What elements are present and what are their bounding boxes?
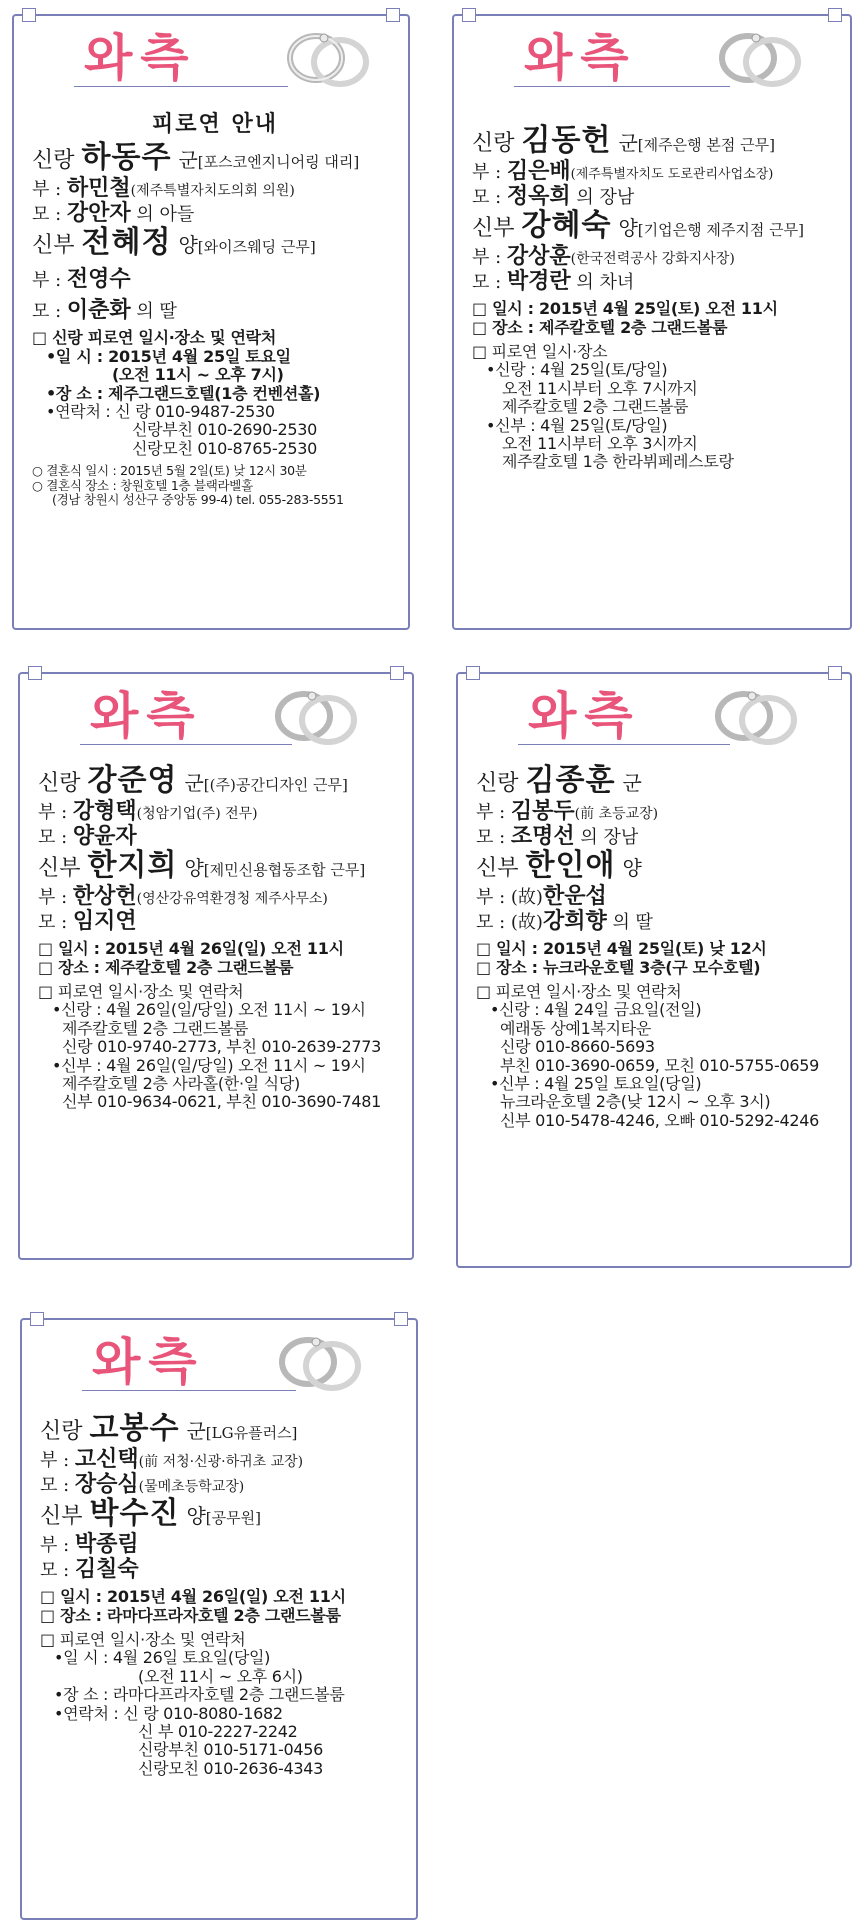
- mother-label: 모 :: [38, 911, 73, 933]
- notice-title: 피로연 안내: [152, 112, 278, 137]
- card-header: [22, 1320, 416, 1398]
- reception-item: 오전 11시부터 오후 7시까지: [502, 378, 698, 398]
- groom-line: [32, 141, 398, 176]
- reception-heading: □ 피로연 일시·장소 및 연락처: [40, 1629, 246, 1649]
- groom-name: 고봉수: [89, 1411, 180, 1446]
- wedding-note: (경남 창원시 성산구 중앙동 99-4) tel. 055-283-5551: [52, 491, 344, 507]
- ceremony-place: □ 장소 : 뉴크라운호텔 3층(구 모수호텔): [476, 957, 761, 977]
- groom-line: [476, 764, 840, 799]
- announcement-card-3: [18, 672, 414, 1260]
- bride-suffix: 양: [622, 856, 642, 881]
- bride-father-line: [40, 1532, 406, 1557]
- card-body: [40, 1412, 406, 1778]
- reception-item: •신랑 : 4월 25일(토/당일): [486, 360, 668, 380]
- bride-mother-name: 강희향: [542, 907, 607, 934]
- bride-affiliation: [기업은행 제주지점 근무]: [637, 221, 804, 240]
- groom-mother-line: [40, 1472, 406, 1497]
- groom-father-title: (청암기업(주) 전무): [136, 805, 258, 822]
- bride-label: 신부: [40, 1504, 83, 1530]
- groom-mother-name: 양윤자: [72, 822, 137, 849]
- bride-affiliation: [와이즈웨딩 근무]: [197, 238, 316, 257]
- info-contact: 신랑부친 010-2690-2530: [132, 420, 318, 440]
- ceremony-date: □ 일시 : 2015년 4월 25일(토) 오전 11시: [472, 299, 778, 319]
- reception-item: 제주칼호텔 2층 그랜드볼룸: [62, 1018, 249, 1038]
- ceremony-date: □ 일시 : 2015년 4월 26일(일) 오전 11시: [38, 939, 344, 959]
- groom-father-line: [472, 159, 840, 184]
- wedding-note: ○ 결혼식 일시 : 2015년 5월 2일(토) 낮 12시 30분: [32, 463, 307, 479]
- headline: 와측: [524, 29, 637, 87]
- card-body: [38, 764, 402, 1112]
- groom-suffix: 군: [178, 148, 198, 173]
- bride-line: [476, 849, 840, 884]
- father-label: 부 :: [32, 269, 67, 291]
- groom-mother-line: [38, 824, 402, 849]
- bride-line: [40, 1497, 406, 1532]
- bride-father-line: [472, 244, 840, 269]
- mother-label: 모 :: [32, 204, 67, 226]
- ceremony-date: □ 일시 : 2015년 4월 26일(일) 오전 11시: [40, 1587, 346, 1607]
- groom-line: [40, 1412, 406, 1447]
- reception-item: 신랑 010-8660-5693: [500, 1037, 655, 1057]
- reception-item: •일 시 : 4월 26일 토요일(당일): [54, 1648, 271, 1668]
- bride-line: [38, 849, 402, 884]
- groom-label: 신랑: [472, 131, 515, 156]
- bride-affiliation: [제민신용협동조합 근무]: [203, 861, 366, 880]
- groom-mother-name: 정옥희: [506, 182, 571, 209]
- bride-line: [472, 209, 840, 244]
- card-header: [458, 674, 850, 752]
- reception-item: •신부 : 4월 25일 토요일(당일): [490, 1073, 702, 1093]
- card-header: [454, 16, 850, 94]
- card-header: [20, 674, 412, 752]
- ceremony-place: □ 장소 : 라마다프라자호텔 2층 그랜드볼룸: [40, 1605, 341, 1625]
- ceremony-date: □ 일시 : 2015년 4월 25일(토) 낮 12시: [476, 939, 767, 959]
- bride-mother-name: 김칠숙: [74, 1555, 139, 1582]
- reception-item: 오전 11시부터 오후 3시까지: [502, 433, 698, 453]
- groom-mother-line: [476, 824, 840, 849]
- groom-father-name: 강형택: [72, 797, 137, 824]
- bride-mother-name: 임지연: [72, 907, 137, 934]
- father-label: 부 :: [476, 801, 511, 823]
- groom-father-name: 고신택: [74, 1445, 139, 1472]
- groom-label: 신랑: [32, 148, 75, 174]
- bride-father-line: [476, 884, 840, 909]
- father-label: 부 :: [40, 1534, 75, 1556]
- groom-line: [472, 124, 840, 159]
- bride-name: 한인애: [525, 848, 616, 884]
- info-heading: □ 신랑 피로연 일시·장소 및 연락처: [32, 328, 276, 348]
- relation: 의 차녀: [570, 271, 635, 293]
- mother-label: 모 :: [472, 186, 507, 208]
- reception-heading: □ 피로연 일시·장소: [472, 341, 608, 361]
- father-label: 부 : (故): [476, 886, 543, 908]
- reception-item: •신부 : 4월 25일(토/당일): [486, 415, 668, 435]
- wedding-note: ○ 결혼식 장소 : 창원호텔 1층 블랙라벨홀: [32, 477, 253, 493]
- groom-label: 신랑: [476, 771, 519, 796]
- father-label: 부 :: [38, 801, 73, 823]
- mother-label: 모 :: [32, 301, 67, 323]
- reception-item: 제주칼호텔 2층 사라홀(한·일 식당): [62, 1073, 300, 1093]
- groom-father-title: (제주특별자치도의회 의원): [130, 182, 295, 199]
- groom-line: [38, 764, 402, 799]
- bride-suffix: 양: [184, 856, 204, 881]
- groom-name: 김동헌: [521, 123, 612, 158]
- groom-father-title: (제주특별자치도 도로관리사업소장): [570, 166, 774, 182]
- father-label: 부 :: [472, 161, 507, 183]
- groom-suffix: 군: [186, 1419, 206, 1443]
- card-body: [472, 124, 840, 472]
- announcement-card-1: [12, 14, 410, 630]
- bride-father-name: 전영수: [66, 265, 131, 292]
- card-header: [14, 16, 408, 94]
- bride-line: [32, 226, 398, 261]
- reception-item: 신랑모친 010-2636-4343: [138, 1758, 324, 1778]
- father-label: 부 :: [32, 178, 67, 200]
- reception-item: •장 소 : 라마다프라자호텔 2층 그랜드볼룸: [54, 1685, 345, 1705]
- groom-mother-name: 장승심: [74, 1470, 139, 1497]
- bride-label: 신부: [476, 856, 519, 882]
- relation: 의 딸: [606, 911, 653, 933]
- relation: 의 장남: [574, 826, 639, 848]
- header-rule: [80, 744, 292, 745]
- reception-heading: □ 피로연 일시·장소 및 연락처: [476, 981, 682, 1001]
- bride-father-line: [38, 884, 402, 909]
- groom-mother-title: (물메초등학교장): [138, 1478, 245, 1495]
- father-label: 부 :: [38, 886, 73, 908]
- reception-item: 제주칼호텔 1층 한라뷔페레스토랑: [502, 452, 734, 472]
- bride-suffix: 양: [618, 216, 638, 241]
- bride-mother-name: 박경란: [506, 267, 571, 294]
- mother-label: 모 : (故): [476, 911, 543, 933]
- bride-name: 전혜정: [81, 225, 172, 261]
- mother-label: 모 :: [40, 1559, 75, 1581]
- groom-suffix: 군: [618, 131, 638, 155]
- groom-father-name: 김은배: [506, 157, 571, 184]
- groom-name: 김종훈: [525, 763, 616, 798]
- mother-label: 모 :: [472, 271, 507, 293]
- card-body: [476, 764, 840, 1130]
- relation: 의 장남: [570, 186, 635, 208]
- bride-mother-line: [476, 909, 840, 934]
- reception-item: 신부 010-5478-4246, 오빠 010-5292-4246: [500, 1110, 820, 1130]
- reception-item: •연락처 : 신 랑 010-8080-1682: [54, 1703, 283, 1723]
- announcement-card-2: [452, 14, 852, 630]
- groom-mother-line: [32, 201, 398, 226]
- reception-item: 부친 010-3690-0659, 모친 010-5755-0659: [500, 1055, 820, 1075]
- groom-father-line: [476, 799, 840, 824]
- bride-mother-line: [472, 269, 840, 294]
- mother-label: 모 :: [476, 826, 511, 848]
- bride-father-name: 한상헌: [72, 882, 137, 909]
- bride-mother-line: [38, 909, 402, 934]
- groom-suffix: 군: [622, 771, 642, 795]
- info-date: •일 시 : 2015년 4월 25일 토요일: [46, 346, 291, 366]
- bride-mother-line: [32, 298, 398, 323]
- groom-father-line: [32, 176, 398, 201]
- groom-name: 강준영: [87, 763, 178, 798]
- reception-item: (오전 11시 ~ 오후 6시): [138, 1666, 303, 1686]
- info-time: (오전 11시 ~ 오후 7시): [112, 365, 284, 385]
- father-label: 부 :: [40, 1449, 75, 1471]
- bride-father-title: (한국전력공사 강화지사장): [570, 250, 735, 267]
- groom-mother-name: 강안자: [66, 200, 131, 227]
- relation: 의 딸: [130, 301, 177, 323]
- groom-father-title: (前 초등교장): [574, 805, 659, 822]
- groom-father-line: [40, 1447, 406, 1472]
- groom-name: 하동주: [81, 140, 172, 176]
- headline: 와측: [84, 29, 197, 87]
- bride-suffix: 양: [178, 233, 198, 258]
- groom-affiliation: [LG유플러스]: [205, 1424, 298, 1442]
- headline: 와측: [528, 687, 641, 745]
- reception-item: 신랑부친 010-5171-0456: [138, 1740, 324, 1760]
- mother-label: 모 :: [40, 1474, 75, 1496]
- ceremony-place: □ 장소 : 제주칼호텔 2층 그랜드볼룸: [472, 317, 728, 337]
- groom-mother-line: [472, 184, 840, 209]
- header-rule: [518, 744, 730, 745]
- bride-mother-name: 이춘화: [66, 297, 131, 324]
- wedding-rings-icon: [268, 680, 364, 750]
- relation: 의 아들: [130, 204, 195, 226]
- wedding-rings-icon: [712, 22, 808, 92]
- announcement-card-4: [456, 672, 852, 1268]
- bride-father-name: 박종림: [74, 1530, 139, 1557]
- reception-heading: □ 피로연 일시·장소 및 연락처: [38, 981, 244, 1001]
- wedding-rings-icon: [272, 1326, 368, 1396]
- wedding-rings-icon: [280, 22, 376, 92]
- announcement-card-5: [20, 1318, 418, 1920]
- bride-father-name: 강상훈: [506, 242, 571, 269]
- groom-label: 신랑: [40, 1419, 83, 1444]
- reception-item: •신랑 : 4월 24일 금요일(전일): [490, 1000, 702, 1020]
- groom-father-title: (前 저청·신광·하귀초 교장): [138, 1453, 304, 1470]
- reception-item: 신 부 010-2227-2242: [138, 1721, 298, 1741]
- bride-name: 강혜숙: [521, 208, 612, 244]
- card-body: [32, 112, 398, 507]
- bride-label: 신부: [472, 216, 515, 242]
- groom-affiliation: [(주)공간디자인 근무]: [203, 776, 348, 794]
- mother-label: 모 :: [38, 826, 73, 848]
- groom-affiliation: [포스코엔지니어링 대리]: [197, 153, 360, 172]
- headline: 와측: [92, 1333, 205, 1391]
- groom-affiliation: [제주은행 본점 근무]: [637, 136, 775, 154]
- bride-name: 박수진: [89, 1496, 180, 1532]
- groom-suffix: 군: [184, 771, 204, 795]
- groom-mother-name: 조명선: [510, 822, 575, 849]
- bride-suffix: 양: [186, 1504, 206, 1529]
- groom-label: 신랑: [38, 771, 81, 796]
- header-rule: [82, 1390, 296, 1391]
- bride-father-title: (영산강유역환경청 제주사무소): [136, 890, 328, 907]
- wedding-rings-icon: [708, 680, 804, 750]
- bride-mother-line: [40, 1557, 406, 1582]
- info-contact: •연락처 : 신 랑 010-9487-2530: [46, 402, 275, 422]
- reception-item: •신부 : 4월 26일(일/당일) 오전 11시 ~ 19시: [52, 1055, 366, 1075]
- header-rule: [74, 86, 288, 87]
- bride-father-name: 한운섭: [542, 882, 607, 909]
- info-place: •장 소 : 제주그랜드호텔(1층 컨벤션홀): [46, 383, 321, 403]
- bride-affiliation: [공무원]: [205, 1509, 261, 1528]
- info-contact: 신랑모친 010-8765-2530: [132, 438, 318, 458]
- bride-label: 신부: [38, 856, 81, 882]
- headline: 와측: [90, 687, 203, 745]
- reception-item: •신랑 : 4월 26일(일/당일) 오전 11시 ~ 19시: [52, 1000, 366, 1020]
- groom-father-line: [38, 799, 402, 824]
- bride-father-line: [32, 267, 398, 292]
- groom-father-name: 김봉두: [510, 797, 575, 824]
- reception-item: 뉴크라운호텔 2층(낮 12시 ~ 오후 3시): [500, 1092, 771, 1112]
- reception-item: 신부 010-9634-0621, 부친 010-3690-7481: [62, 1092, 382, 1112]
- bride-label: 신부: [32, 233, 75, 259]
- father-label: 부 :: [472, 246, 507, 268]
- header-rule: [514, 86, 730, 87]
- ceremony-place: □ 장소 : 제주칼호텔 2층 그랜드볼룸: [38, 957, 294, 977]
- bride-name: 한지희: [87, 848, 178, 884]
- reception-item: 예래동 상예1복지타운: [500, 1018, 652, 1038]
- reception-item: 제주칼호텔 2층 그랜드볼룸: [502, 397, 689, 417]
- reception-item: 신랑 010-9740-2773, 부친 010-2639-2773: [62, 1037, 382, 1057]
- groom-father-name: 하민철: [66, 174, 131, 201]
